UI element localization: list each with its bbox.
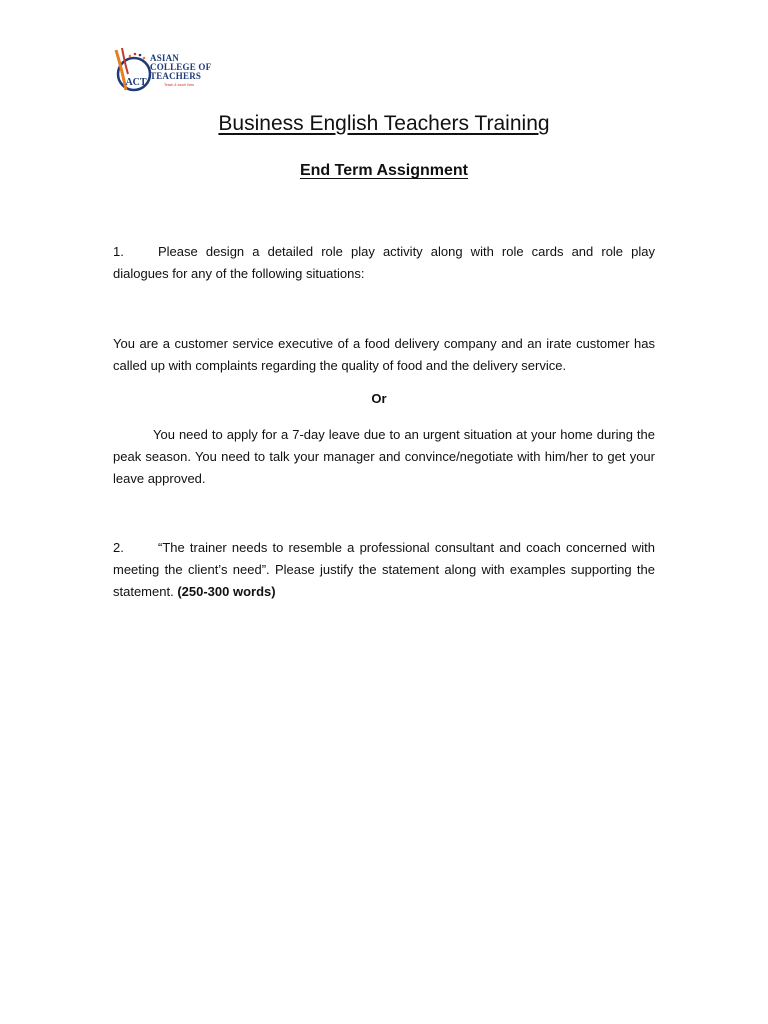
document-title: Business English Teachers Training bbox=[218, 112, 550, 135]
question-2-word-count: (250-300 words) bbox=[177, 584, 276, 599]
question-1-number: 1. bbox=[113, 244, 124, 259]
situation-2 bbox=[113, 424, 655, 490]
logo-tagline: Teach & touch lives bbox=[164, 83, 195, 87]
question-2-text: “The trainer needs to resemble a professional consultant and coach concerned with meeting the client’s need”. Please justify the statement along with examples supporting the statement. bbox=[113, 540, 655, 599]
document-subtitle: End Term Assignment bbox=[299, 162, 469, 179]
question-1 bbox=[113, 241, 655, 285]
logo-line-1: ASIAN bbox=[150, 53, 180, 63]
question-1-text: Please design a detailed role play activity along with role cards and role play dialogues for any of the following situations: bbox=[113, 244, 655, 281]
college-logo bbox=[112, 44, 232, 96]
logo-line-2: COLLEGE OF bbox=[150, 62, 212, 72]
or-separator: Or bbox=[371, 391, 387, 406]
logo-emblem-icon bbox=[112, 44, 152, 96]
logo-wordmark bbox=[150, 54, 211, 81]
situation-1: You are a customer service executive of a food delivery company and an irate customer has called up with complaints regarding the quality of food and the delivery service. bbox=[113, 336, 655, 373]
logo-abbr: ACT bbox=[125, 77, 147, 88]
logo-line-3: TEACHERS bbox=[150, 71, 202, 81]
question-2-number: 2. bbox=[113, 540, 124, 555]
situation-2-text: You need to apply for a 7-day leave due to an urgent situation at your home during the peak season. You need to talk your manager and convince/negotiate with him/her to get your leave approved. bbox=[113, 427, 655, 486]
question-2 bbox=[113, 537, 655, 603]
